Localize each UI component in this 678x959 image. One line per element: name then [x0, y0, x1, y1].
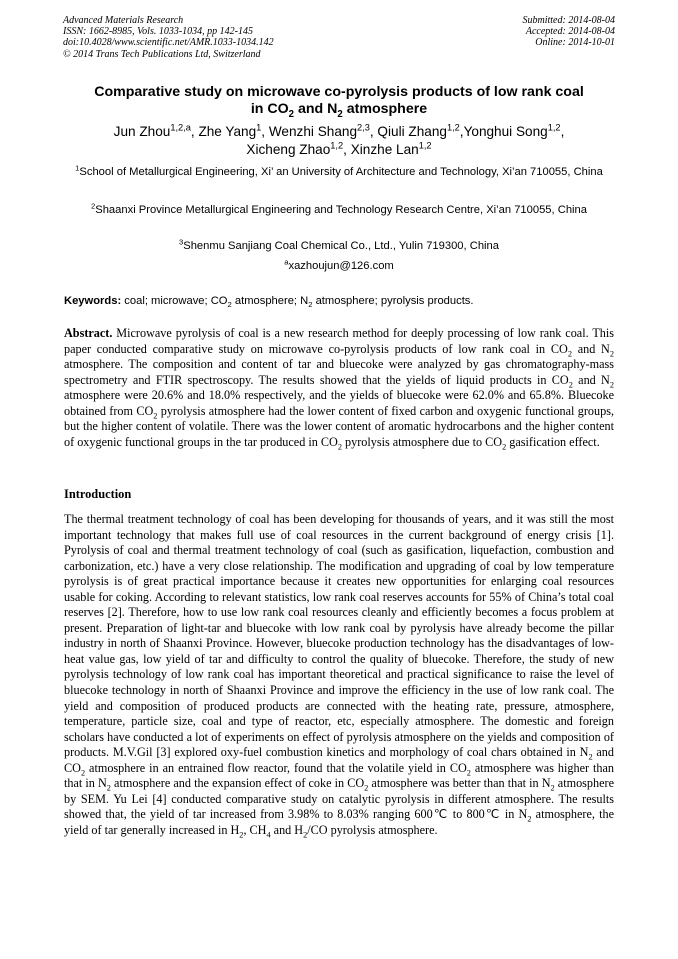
affiliation-2: $^2$Shaanxi Province Metallurgical Engineering and Technology Research Centre, Xi’an 710055, China	[91, 201, 587, 216]
author: Zhe Yang$^1$	[198, 122, 262, 139]
journal-name: Advanced Materials Research	[63, 15, 184, 26]
issn-line: ISSN: 1662-8985, Vols. 1033-1034, pp 142-145	[63, 26, 253, 38]
keywords: Keywords: coal; microwave; $CO_2$ atmosphere; $N_2$ atmosphere; pyrolysis products.	[64, 295, 474, 310]
author-list: Jun Zhou$^{1,2,a}$, Zhe Yang$^1$, Wenzhi Shang$^{2,3}$, Qiuli Zhang$^{1,2}$,Yonghui Song$^{1,2}$, Xicheng Zhao$^{1,2}$, Xinzhe Lan$^{1,2}$	[113, 122, 565, 157]
submitted-date: Submitted: 2014-08-04	[522, 15, 615, 26]
submission-dates	[523, 15, 616, 49]
affiliation-3: $^3$Shenmu Sanjiang Coal Chemical Co., Ltd., Yulin 719300, China	[179, 237, 499, 252]
corresponding-email: $^a$xazhoujun@126.com	[284, 257, 394, 272]
title-line-2: in $CO_2$ and $N_2$ atmosphere	[250, 101, 428, 120]
abstract: Abstract. Microwave pyrolysis of coal is a new research method for deeply processing of low rank coal. This paper conducted comparative study on microwave co-pyrolysis products of low rank coal in $CO_2$ and $N_2$ atmosphere. The composition and content of tar and bluecoke were analyzed by gas chromatography-mass spectrometry and FTIR spectroscopy. The results showed that the yields of liquid products in $CO_2$ and $N_2$ atmosphere were 20.6% and 18.0% respectively, and the yields of bluecoke were 62.0% and 65.8%. Bluecoke obtained from $CO_2$ pyrolysis atmosphere had the lower content of fixed carbon and oxygenic functional groups, but the higher content of volatile. There was the lower content of aromatic hydrocarbons and the higher content of oxygenic functional groups in the tar produced in $CO_2$ pyrolysis atmosphere due to $CO_2$ gasification effect.	[64, 326, 614, 452]
author: Xicheng Zhao$^{1,2}$	[246, 140, 344, 157]
author: Xinzhe Lan$^{1,2}$	[350, 140, 432, 157]
paper-title	[55, 84, 623, 118]
author: Wenzhi Shang$^{2,3}$	[268, 122, 370, 139]
affiliation-1: $^1$School of Metallurgical Engineering, Xi’ an University of Architecture and Technology, Xi’an 710055, China	[75, 163, 603, 178]
introduction-paragraph: The thermal treatment technology of coal has been developing for thousands of years, and it was still the most important technology that makes full use of coal resources in the current background of energy crisis [1]. Pyrolysis of coal and thermal treatment technology of coal (such as gasification, liquefaction, combustion and carbonization, etc.) have a very close relationship. The modification and upgrading of coal by low temperature pyrolysis is of great practical importance because it creates new opportunities for enlarging coal resources usable for coking. According to relevant statistics, low rank coal reserves accounts for 55% of China’s total coal reserves [2]. Therefore, how to use low rank coal resources cleanly and efficiently becomes a focus problem at present. Preparation of light-tar and bluecoke with low rank coal by pyrolysis have already become the pillar industry in north of Shaanxi Province. However, bluecoke production technology has the disadvantages of low-heat value gas, low yield of tar and difficulty to control the quality of bluecoke. Therefore, the study of new pyrolysis technology of low rank coal has important theoretical and practical significance to raise the level of bluecoke technology in north of Shaanxi Province and improve the efficiency in the use of low rank coal. The yield and composition of produced products are connected with the heating rate, pressure, atmosphere, temperature, particle size, coal and type of reactor, etc, especially atmosphere. The domestic and foreign scholars have conducted a lot of experiments on effect of pyrolysis atmosphere on the yields and composition of products. M.V.Gil [3] explored oxy-fuel combustion kinetics and morphology of coal chars obtained in $N_2$ and $CO_2$ atmosphere in an entrained flow reactor, found that the volatile yield in $CO_2$ atmosphere was higher than that in $N_2$ atmosphere and the expansion effect of coke in $CO_2$ atmosphere was better than that in $N_2$ atmosphere by SEM. Yu Lei [4] conducted comparative study on catalytic pyrolysis in different atmosphere. The results showed that, the yield of tar increased from 3.98% to 8.03% ranging 600℃ to 800℃ in $N_2$ atmosphere, the yield of tar generally increased in $H_2$, $CH_4$ and $H_2/CO$ pyrolysis atmosphere.	[64, 512, 615, 840]
online-date: Online: 2014-10-01	[535, 37, 615, 49]
journal-info	[63, 15, 274, 60]
title-line-1: Comparative study on microwave co-pyrolysis products of low rank coal	[94, 84, 584, 100]
author: Yonghui Song$^{1,2}$	[463, 122, 561, 139]
author: Qiuli Zhang$^{1,2}$	[377, 122, 460, 139]
abstract-label: Abstract.	[64, 326, 113, 340]
author: Jun Zhou$^{1,2,a}$	[113, 122, 191, 139]
section-heading-introduction: Introduction	[64, 487, 132, 501]
accepted-date: Accepted: 2014-08-04	[525, 26, 615, 38]
doi-line: doi:10.4028/www.scientific.net/AMR.1033-1034.142	[63, 37, 274, 49]
keywords-label: Keywords:	[64, 295, 122, 307]
copyright-line: © 2014 Trans Tech Publications Ltd, Switzerland	[63, 48, 261, 60]
